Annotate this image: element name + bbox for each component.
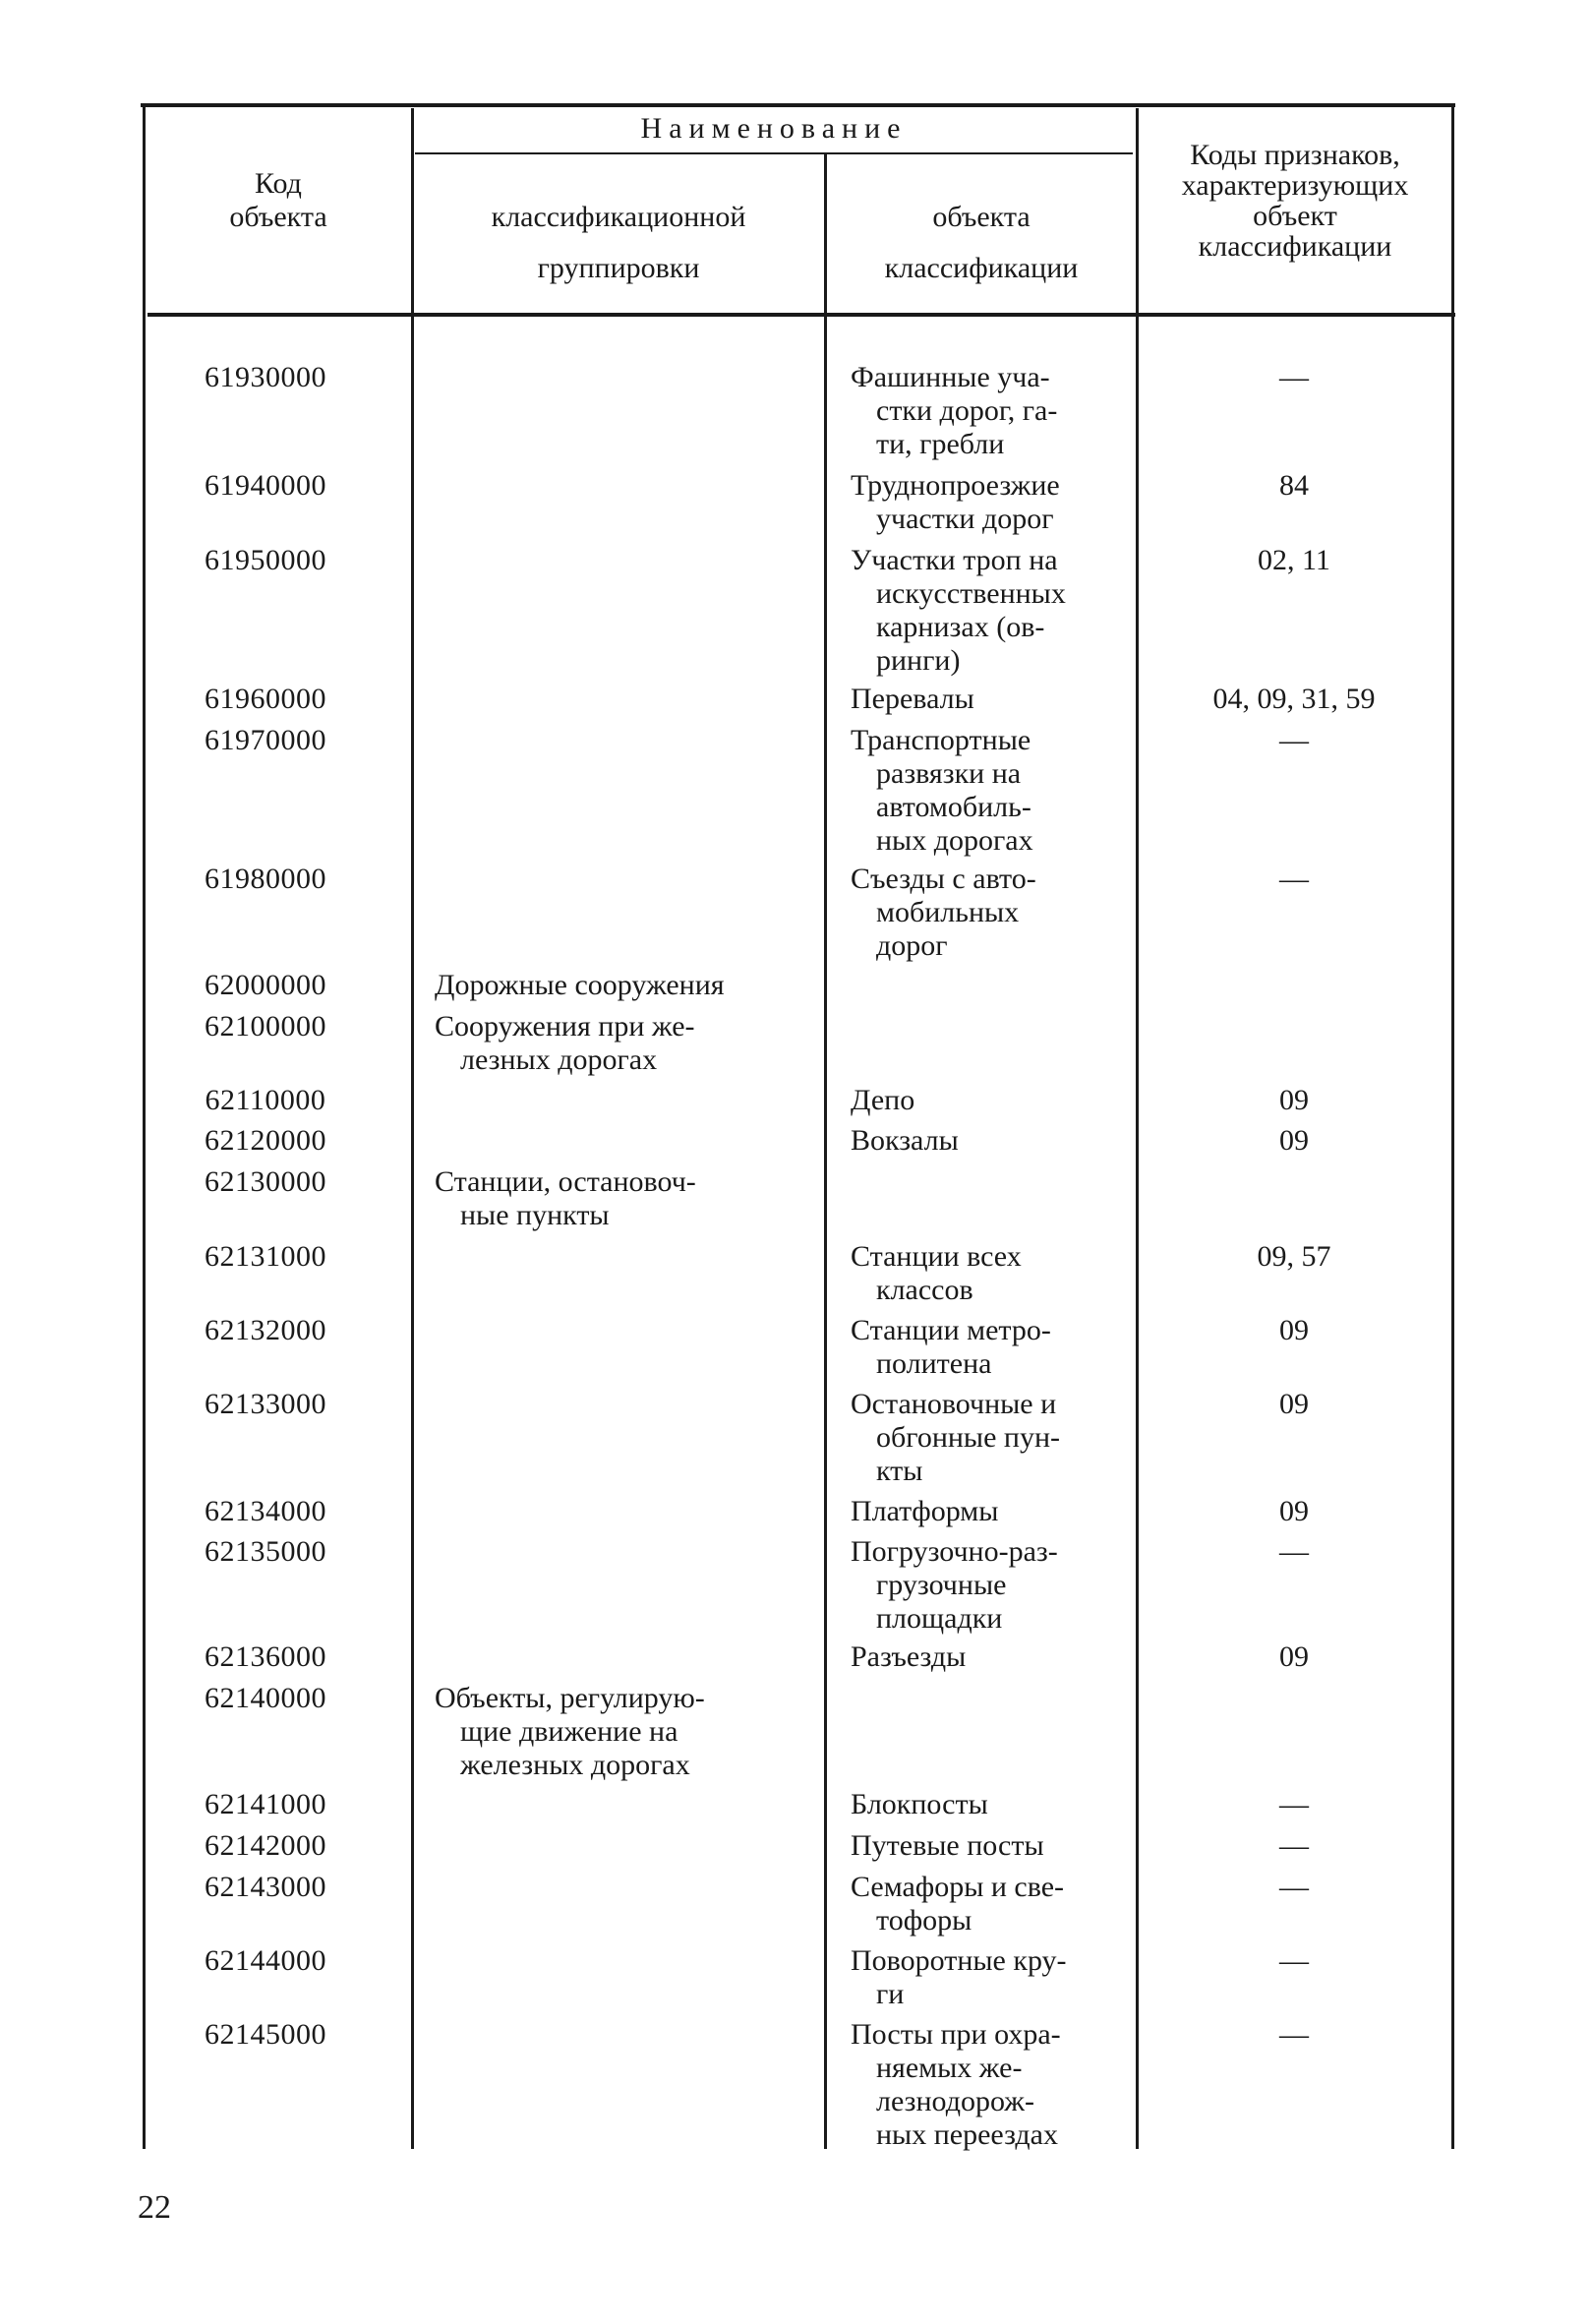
table-left-border: [143, 103, 146, 2149]
object-code: 62134000: [205, 1495, 326, 1527]
feature-codes: 09: [1279, 1314, 1309, 1346]
header-name: Наименование: [640, 112, 908, 145]
object-code: 62133000: [205, 1388, 326, 1420]
object-name: Станции метро- политена: [851, 1314, 1051, 1380]
header-code: Код объекта: [229, 167, 327, 233]
feature-codes: 09, 57: [1257, 1240, 1331, 1273]
feature-codes: —: [1279, 1535, 1309, 1568]
object-name: Перевалы: [851, 683, 974, 715]
object-name: Остановочные и обгонные пун- кты: [851, 1388, 1061, 1487]
page-number: 22: [138, 2189, 171, 2226]
object-name: Поворотные кру- ги: [851, 1944, 1067, 2010]
object-code: 62000000: [205, 969, 326, 1001]
column-divider-object: [1136, 108, 1139, 2149]
object-code: 62135000: [205, 1535, 326, 1568]
column-divider-code: [411, 108, 414, 2149]
object-name: Фашинные уча- стки дорог, га- ти, гребли: [851, 361, 1058, 460]
object-code: 61970000: [205, 724, 326, 756]
group-name: Дорожные сооружения: [435, 969, 725, 1001]
feature-codes: 04, 09, 31, 59: [1212, 683, 1376, 715]
object-code: 62100000: [205, 1010, 326, 1043]
object-code: 62132000: [205, 1314, 326, 1346]
feature-codes: 09: [1279, 1495, 1309, 1527]
object-code: 62142000: [205, 1829, 326, 1862]
object-name: Блокпосты: [851, 1788, 988, 1820]
object-code: 62143000: [205, 1871, 326, 1903]
object-code: 61980000: [205, 863, 326, 895]
object-name: Съезды с авто- мобильных дорог: [851, 863, 1036, 962]
object-code: 62141000: [205, 1788, 326, 1820]
object-name: Платформы: [851, 1495, 999, 1527]
feature-codes: 09: [1279, 1084, 1309, 1116]
feature-codes: —: [1279, 1871, 1309, 1903]
name-span-rule: [415, 152, 1133, 154]
object-name: Депо: [851, 1084, 915, 1116]
table-right-border: [1451, 103, 1454, 2149]
table-top-rule: [141, 103, 1455, 107]
object-code: 62130000: [205, 1165, 326, 1198]
feature-codes: 02, 11: [1258, 544, 1330, 576]
column-divider-group: [824, 154, 827, 2149]
object-code: 62131000: [205, 1240, 326, 1273]
object-name: Разъезды: [851, 1640, 967, 1673]
object-code: 62140000: [205, 1682, 326, 1714]
object-code: 62120000: [205, 1124, 326, 1157]
feature-codes: —: [1279, 361, 1309, 393]
object-code: 62110000: [205, 1084, 326, 1116]
header-group: классификационной группировки: [491, 201, 746, 284]
object-name: Путевые посты: [851, 1829, 1044, 1862]
object-name: Погрузочно-раз- грузочные площадки: [851, 1535, 1058, 1635]
feature-codes: —: [1279, 1829, 1309, 1862]
header-object: объекта классификации: [884, 201, 1079, 284]
feature-codes: —: [1279, 1788, 1309, 1820]
feature-codes: —: [1279, 1944, 1309, 1977]
object-code: 61930000: [205, 361, 326, 393]
object-name: Транспортные развязки на автомобиль- ных дорогах: [851, 724, 1033, 857]
object-code: 61950000: [205, 544, 326, 576]
feature-codes: 09: [1279, 1124, 1309, 1157]
feature-codes: 09: [1279, 1388, 1309, 1420]
object-name: Вокзалы: [851, 1124, 959, 1157]
object-code: 61940000: [205, 469, 326, 502]
object-name: Семафоры и све- тофоры: [851, 1871, 1065, 1937]
group-name: Сооружения при же- лезных дорогах: [435, 1010, 695, 1076]
feature-codes: 09: [1279, 1640, 1309, 1673]
group-name: Станции, остановоч- ные пункты: [435, 1165, 696, 1231]
object-code: 62136000: [205, 1640, 326, 1673]
object-code: 62145000: [205, 2018, 326, 2051]
feature-codes: —: [1279, 724, 1309, 756]
feature-codes: —: [1279, 2018, 1309, 2051]
header-bottom-rule: [147, 313, 1455, 317]
object-code: 61960000: [205, 683, 326, 715]
object-name: Станции всех классов: [851, 1240, 1022, 1306]
header-features: Коды признаков, характеризующих объект классификации: [1181, 139, 1409, 263]
group-name: Объекты, регулирую- щие движение на железных дорогах: [435, 1682, 705, 1781]
object-code: 62144000: [205, 1944, 326, 1977]
feature-codes: —: [1279, 863, 1309, 895]
object-name: Участки троп на искусственных карнизах (ов- ринги): [851, 544, 1066, 677]
object-name: Труднопроезжие участки дорог: [851, 469, 1060, 535]
feature-codes: 84: [1279, 469, 1309, 502]
object-name: Посты при охра- няемых же- лезнодорож- ных переездах: [851, 2018, 1061, 2151]
